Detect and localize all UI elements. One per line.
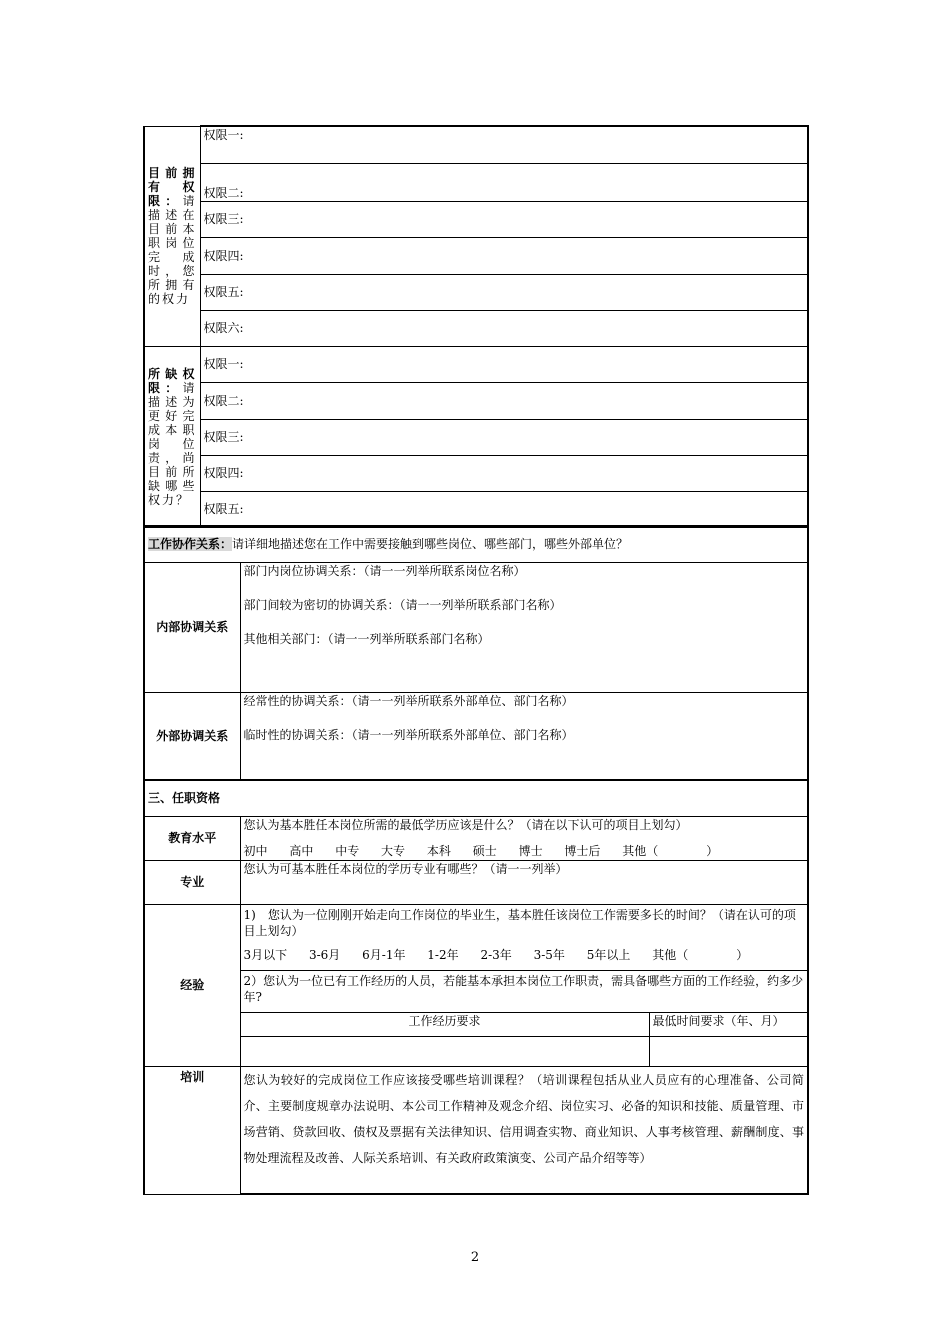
experience-col-min-time: 最低时间要求（年、月）: [649, 1012, 808, 1036]
authority-item-label: 权限六:: [203, 321, 244, 335]
external-coordination-label: 外部协调关系: [144, 692, 240, 780]
experience-col-requirement: 工作经历要求: [240, 1012, 649, 1036]
education-option[interactable]: 中专: [335, 843, 360, 858]
authority-item-label: 权限二:: [203, 185, 244, 200]
coordination-header-label: 工作协作关系：: [148, 537, 233, 552]
external-line: 经常性的协调关系：（请一一列举所联系外部单位、部门名称）: [243, 693, 574, 708]
internal-coordination-field[interactable]: [240, 562, 808, 692]
authority-item-label: 权限五:: [203, 285, 244, 299]
coordination-header-text: 请详细地描述您在工作中需要接触到哪些岗位、哪些部门，哪些外部单位？: [232, 537, 629, 552]
authority-table: [143, 125, 809, 528]
experience-option[interactable]: 5年以上: [586, 947, 631, 962]
experience-q1-field[interactable]: [240, 904, 808, 970]
external-coordination-field[interactable]: [240, 692, 808, 780]
authority-item-label: 权限五:: [203, 502, 244, 516]
training-field[interactable]: [240, 1066, 808, 1194]
lacking-authority-desc: 请描述为更好完成本职岗位责，尚目前所缺哪些权力？: [148, 380, 197, 507]
current-authority-row[interactable]: [200, 237, 808, 274]
experience-option[interactable]: 其他（ ）: [652, 947, 749, 962]
internal-line: 其他相关部门：（请一一列举所联系部门名称）: [243, 631, 490, 646]
current-authority-row[interactable]: [200, 163, 808, 201]
experience-min-time-input[interactable]: [649, 1036, 808, 1066]
major-question: 您认为可基本胜任本岗位的学历专业有哪些？（请一一列举）: [243, 861, 568, 876]
current-authority-row[interactable]: [200, 274, 808, 310]
internal-line: 部门内岗位协调关系：（请一一列举所联系岗位名称）: [243, 563, 526, 578]
experience-question-1: 1) 您认为一位刚刚开始走向工作岗位的毕业生，基本胜任该岗位工作需要多长的时间？（请在认可的项目上划勾）: [243, 907, 796, 938]
authority-item-label: 权限一:: [203, 128, 244, 142]
education-option[interactable]: 博士: [518, 843, 543, 858]
experience-label: 经验: [144, 904, 240, 1066]
lacking-authority-title: 所缺权限：: [148, 366, 197, 395]
authority-item-label: 权限二:: [203, 393, 244, 408]
training-text: 您认为较好的完成岗位工作应该接受哪些培训课程？（培训课程包括从业人员应有的心理准备、公司简介、主要制度规章办法说明、本公司工作精神及观念介绍、岗位实习、必备的知识和技能、质量管理、市场营销、贷款回收、债权及票据有关法律知识、信用调查实物、商业知识、人事考核管理、薪酬制度、事物处理流程及改善、人际关系培训、有关政府政策演变、公司产品介绍等等）: [243, 1072, 804, 1165]
education-label: 教育水平: [144, 816, 240, 860]
current-authority-title: 目前拥有权限：: [148, 166, 197, 208]
authority-item-label: 权限三:: [203, 212, 244, 226]
education-question: 您认为基本胜任本岗位所需的最低学历应该是什么？（请在以下认可的项目上划勾）: [243, 817, 688, 832]
experience-option[interactable]: 3-6月: [308, 947, 341, 962]
external-line: 临时性的协调关系：（请一一列举所联系外部单位、部门名称）: [243, 727, 574, 742]
education-option[interactable]: 大专: [381, 843, 406, 858]
lacking-authority-row[interactable]: [200, 491, 808, 527]
education-option[interactable]: 初中: [243, 843, 268, 858]
education-field[interactable]: [240, 816, 808, 860]
experience-requirement-input[interactable]: [240, 1036, 649, 1066]
authority-item-label: 权限四:: [203, 248, 244, 263]
experience-option[interactable]: 6月-1年: [362, 947, 406, 962]
authority-item-label: 权限四:: [203, 466, 244, 480]
section-title: 三、任职资格: [144, 780, 808, 816]
experience-option[interactable]: 3-5年: [533, 947, 565, 962]
lacking-authority-label: [144, 346, 200, 527]
experience-q2-field: [240, 970, 808, 1012]
education-options: [244, 843, 805, 859]
experience-options: [244, 947, 805, 963]
training-label: 培训: [144, 1066, 240, 1194]
experience-option[interactable]: 3月以下: [243, 947, 288, 962]
education-option[interactable]: 高中: [289, 843, 314, 858]
major-label: 专业: [144, 860, 240, 904]
current-authority-row[interactable]: [200, 201, 808, 237]
current-authority-desc: 请描述在目前本职岗位完成时，您所拥有的权力: [148, 194, 197, 306]
lacking-authority-row[interactable]: [200, 382, 808, 419]
education-option[interactable]: 硕士: [472, 843, 497, 858]
experience-question-2: 2）您认为一位已有工作经历的人员，若能基本承担本岗位工作职责，需具备哪些方面的工作经验，约多少年?: [243, 973, 804, 1004]
coordination-table: [143, 525, 809, 781]
major-field[interactable]: [240, 860, 808, 904]
current-authority-row[interactable]: [200, 126, 808, 163]
page-number: 2: [470, 1250, 480, 1265]
authority-item-label: 权限一:: [203, 357, 244, 371]
lacking-authority-row[interactable]: [200, 346, 808, 382]
lacking-authority-row[interactable]: [200, 419, 808, 455]
current-authority-row[interactable]: [200, 310, 808, 346]
lacking-authority-row[interactable]: [200, 455, 808, 491]
education-option[interactable]: 其他（ ）: [622, 843, 719, 858]
authority-item-label: 权限三:: [203, 430, 244, 444]
education-option[interactable]: 本科: [426, 843, 451, 858]
internal-coordination-label: 内部协调关系: [144, 562, 240, 692]
education-option[interactable]: 博士后: [564, 843, 601, 858]
coordination-header: [144, 526, 808, 562]
qualification-table: [143, 779, 809, 1195]
current-authority-label: [144, 126, 200, 346]
internal-line: 部门间较为密切的协调关系：（请一一列举所联系部门名称）: [243, 597, 562, 612]
experience-option[interactable]: 2-3年: [480, 947, 512, 962]
experience-option[interactable]: 1-2年: [427, 947, 459, 962]
